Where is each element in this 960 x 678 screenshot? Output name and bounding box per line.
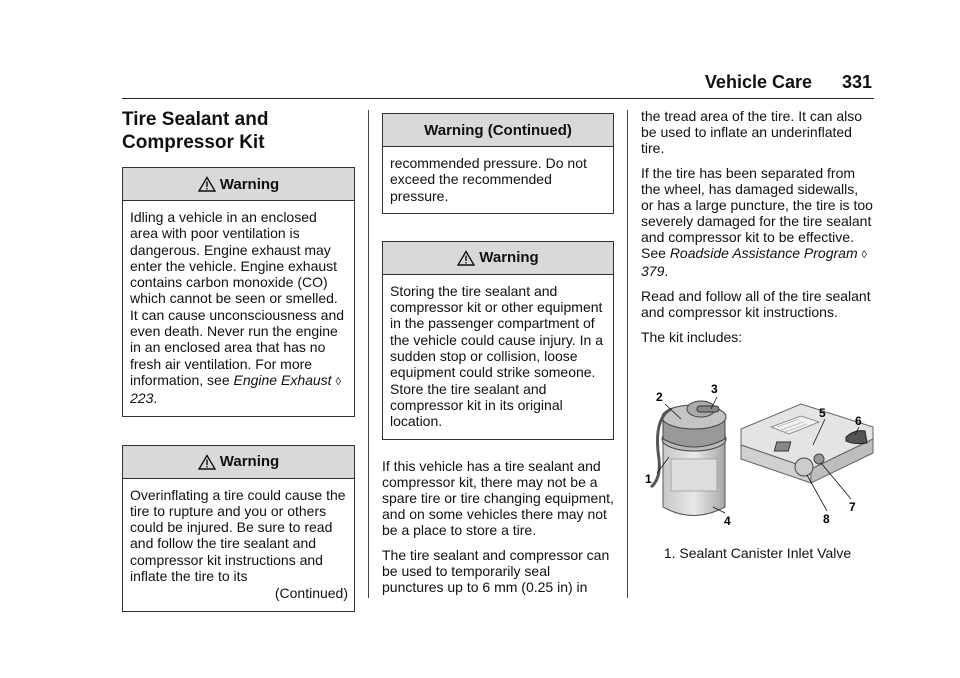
- column-3: [641, 108, 874, 561]
- cross-reference-link[interactable]: Roadside Assistance Program: [669, 245, 858, 261]
- column-2: [382, 113, 614, 604]
- paragraph: The tire sealant and compressor can be used to temporarily seal punctures up to 6 mm (0.25 in) in: [382, 546, 610, 595]
- warning-box-storage: [382, 241, 614, 440]
- column-1: [122, 108, 355, 640]
- warning-title: Warning: [219, 453, 280, 471]
- warning-title: Warning: [479, 249, 539, 267]
- page-header: [122, 70, 874, 99]
- warning-header: [123, 446, 354, 479]
- warning-header: [123, 168, 354, 201]
- column-divider: [627, 110, 628, 598]
- figure-label: 6: [855, 414, 862, 428]
- section-heading: Tire Sealant and Compressor Kit: [122, 109, 269, 153]
- paragraph: If the tire has been separated from the wheel, has damaged sidewalls, or has a large puncture, the tire is too severely damaged for the tire sealant and compressor kit to be effective. See Roadside Assistance Program ◊ 379.: [641, 165, 873, 279]
- page-ref-icon: ◊: [861, 249, 867, 261]
- page-ref-icon: ◊: [335, 375, 341, 388]
- warning-box-continued: [382, 113, 614, 214]
- figure-label: 7: [849, 500, 856, 514]
- warning-box-exhaust: [122, 167, 355, 417]
- cross-reference-link[interactable]: Engine Exhaust: [233, 371, 332, 388]
- warning-box-overinflation: [122, 445, 355, 612]
- figure-label: 2: [656, 390, 663, 404]
- figure-label: 8: [823, 512, 830, 526]
- column-divider: [368, 110, 369, 598]
- warning-header: [383, 242, 613, 275]
- section-title: Vehicle Care: [704, 72, 812, 92]
- page-ref-number[interactable]: 379: [641, 263, 665, 279]
- warning-text: Idling a vehicle in an enclosed area with poor ventilation is dangerous. Engine exhaust may enter the vehicle. Engine exhaust contains carbon monoxide (CO) which cannot be seen or smelled. It can cause unconsciousness and even death. Never run the engine in an enclosed area that has no fresh air ventilation. For more information, see Engine Exhaust ◊ 223.: [130, 209, 345, 407]
- paragraph: The kit includes:: [641, 329, 743, 345]
- page-ref-number[interactable]: 223: [130, 390, 154, 407]
- kit-diagram-svg: [641, 359, 874, 539]
- paragraph: the tread area of the tire. It can also be used to inflate an underinflated tire.: [641, 108, 863, 156]
- page-number: 331: [841, 72, 872, 92]
- warning-triangle-icon: [198, 176, 216, 192]
- warning-header: Warning (Continued): [383, 114, 613, 147]
- kit-illustration: [641, 359, 874, 539]
- warning-title: Warning: [219, 175, 280, 193]
- figure-label: 5: [819, 406, 826, 420]
- figure-label: 1: [645, 472, 652, 486]
- continued-label: (Continued): [274, 585, 348, 602]
- figure-label: 4: [724, 514, 731, 528]
- figure-label: 3: [711, 382, 718, 396]
- warning-text: recommended pressure. Do not exceed the recommended pressure.: [390, 155, 587, 204]
- warning-text: Storing the tire sealant and compressor kit or other equipment in the passenger compartment of the vehicle could cause injury. In a sudden stop or collision, loose equipment could strike someone. Store the tire sealant and compressor kit in its original location.: [390, 282, 603, 430]
- paragraph: If this vehicle has a tire sealant and compressor kit, there may not be a spare tire or tire changing equipment, and on some vehicles there may not be a place to store a tire.: [382, 457, 614, 538]
- warning-triangle-icon: [457, 250, 475, 266]
- paragraph: Read and follow all of the tire sealant and compressor kit instructions.: [641, 288, 871, 320]
- figure-caption: 1. Sealant Canister Inlet Valve: [663, 545, 852, 561]
- warning-text: Overinflating a tire could cause the tire to rupture and you or others could be injured. Be sure to read and follow the tire sealant and compressor kit instructions and inflate the tire to its (Continued): [130, 486, 348, 602]
- warning-triangle-icon: [198, 454, 216, 470]
